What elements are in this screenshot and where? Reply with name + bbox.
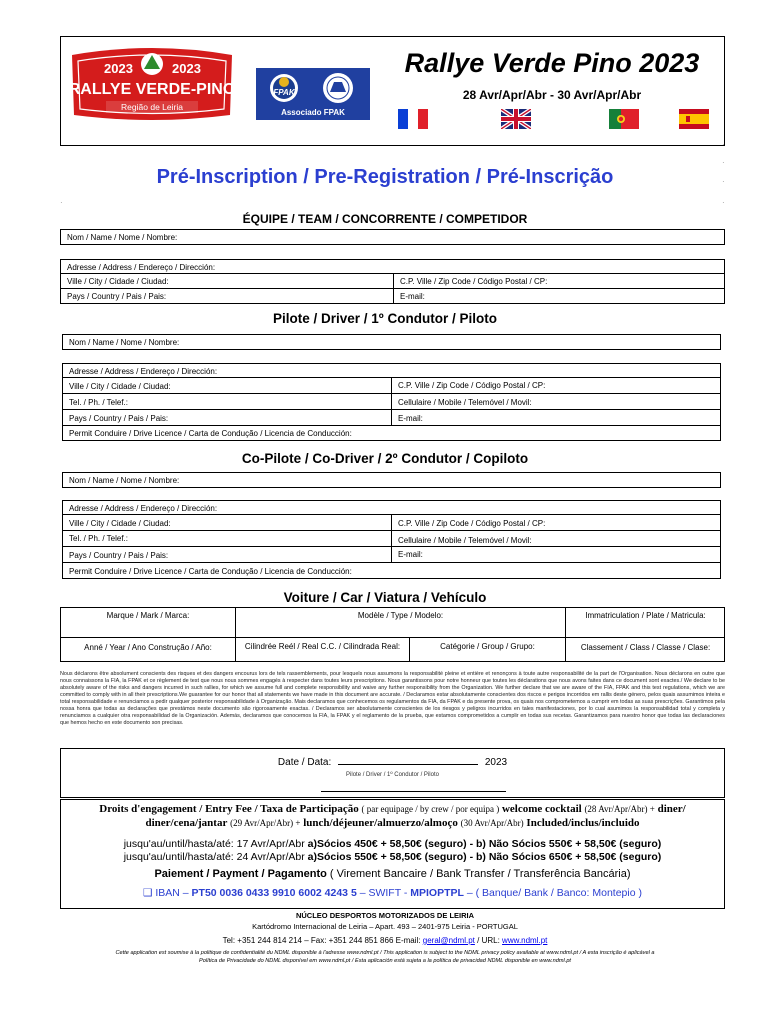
driver-zip-field[interactable]: C.P. Ville / Zip Code / Código Postal / CP:: [398, 381, 546, 390]
iban-line: ❑ IBAN – PT50 0036 0433 9910 6002 4243 5 – SWIFT - MPIOPTPL – ( Banque/ Bank / Banco: Montepio ): [143, 887, 642, 899]
logo-year-left: 2023: [104, 61, 133, 76]
team-city-field[interactable]: Ville / City / Cidade / Ciudad:: [61, 274, 394, 288]
fpak-logo: [256, 68, 370, 120]
codriver-address-field[interactable]: Adresse / Address / Endereço / Dirección:: [62, 500, 721, 515]
pre-registration-title: Pré-Inscription / Pre-Registration / Pré-Inscrição: [156, 166, 614, 188]
team-country-field[interactable]: Pays / Country / Pais / Pais:: [61, 289, 394, 303]
iban-value[interactable]: PT50 0036 0433 9910 6002 4243 5: [191, 887, 357, 899]
france-flag-icon[interactable]: [398, 109, 428, 129]
codriver-section-title: Co-Pilote / Co-Driver / 2º Condutor / Copiloto: [241, 451, 529, 466]
footer-contact: Tel: +351 244 814 214 – Fax: +351 244 851 866 E-mail: geral@ndml.pt / URL: www.ndml.pt: [222, 936, 548, 945]
rally-title: Rallye Verde Pino 2023: [404, 48, 700, 78]
signature-caption: Pilote / Driver / 1º Condutor / Piloto: [346, 772, 439, 778]
driver-country-row: [62, 409, 721, 426]
footer-address: Kartódromo Internacional de Leiria – Apart. 493 – 2401-975 Leiria - PORTUGAL: [252, 922, 518, 931]
car-plate-field[interactable]: Immatriculation / Plate / Matricula:: [585, 611, 706, 620]
codriver-licence-field[interactable]: Permit Conduire / Drive Licence / Carta de Condução / Licencia de Conducción:: [62, 562, 721, 579]
driver-city-row: [62, 377, 721, 394]
team-zip-field[interactable]: C.P. Ville / Zip Code / Código Postal / CP:: [400, 277, 548, 286]
car-year-field[interactable]: Anné / Year / Ano Construção / Año:: [61, 637, 236, 662]
codriver-city-field[interactable]: Ville / City / Cidade / Ciudad:: [63, 515, 392, 530]
driver-mobile-field[interactable]: Cellulaire / Mobile / Telemóvel / Movil:: [398, 398, 532, 407]
fees-line-2: diner/cena/jantar (29 Avr/Apr/Abr) + lunch/déjeuner/almuerzo/almoço (30 Avr/Apr/Abr) Included/inclus/incluido: [145, 817, 640, 829]
team-email-field[interactable]: E-mail:: [400, 292, 425, 301]
spain-flag-icon[interactable]: [679, 109, 709, 129]
fees-box: [60, 799, 725, 909]
team-section-title: ÉQUIPE / TEAM / CONCORRENTE / COMPETIDOR: [242, 212, 528, 226]
logo-region: Região de Leiria: [121, 102, 183, 112]
website-link[interactable]: www.ndml.pt: [502, 936, 548, 945]
driver-address-field[interactable]: Adresse / Address / Endereço / Dirección:: [62, 363, 721, 378]
codriver-zip-field[interactable]: C.P. Ville / Zip Code / Código Postal / CP:: [398, 519, 546, 528]
fpak-caption: Associado FPAK: [281, 108, 345, 117]
logo-name: RALLYE VERDE-PINO: [68, 81, 236, 98]
date-line[interactable]: [61, 757, 724, 768]
margin-dot: ·: [722, 177, 725, 186]
driver-email-field[interactable]: E-mail:: [398, 414, 423, 423]
car-make-field[interactable]: Marque / Mark / Marca:: [61, 608, 236, 638]
team-address-field[interactable]: Adresse / Address / Endereço / Dirección:: [60, 259, 725, 274]
privacy-notice: Cette application est soumise à la politique de confidentialité du NDML disponible à l'adresse www.ndml.pt / This application is subject to the NDML privacy policy available at www.ndml.pt / A esta inscrição é aplicável a Política de Privacidade do NDML disponível em www.ndml.pt / Esta aplicación está sujeta a la política de privacidad NDML disponible en www.ndml.pt: [115, 950, 655, 964]
logo-year-right: 2023: [172, 61, 201, 76]
codriver-tel-row: [62, 530, 721, 547]
margin-dot: ·: [722, 140, 725, 149]
team-country-row: [60, 288, 725, 304]
codriver-country-field[interactable]: Pays / Country / Pais / Pais:: [63, 547, 392, 562]
date-input[interactable]: [338, 764, 478, 765]
signature-line[interactable]: [321, 791, 506, 792]
car-section-title: Voiture / Car / Viatura / Vehículo: [283, 590, 487, 605]
rallye-verde-pino-logo: [66, 45, 238, 123]
payment-title: Paiement / Payment / Pagamento ( Virement Bancaire / Bank Transfer / Transferência Bancária): [154, 868, 631, 880]
car-category-field[interactable]: Catégorie / Group / Grupo:: [410, 637, 566, 662]
codriver-tel-field[interactable]: Tel. / Ph. / Telef.:: [63, 531, 392, 546]
date-year: 2023: [484, 757, 508, 768]
liability-disclaimer: Nous déclarons être absolument conscients des risques et des dangers encourus lors de tels rassemblements, pour lesquels nous assumons la responsabilité pleine et entière et renonçons à toute autre responsabilité de la part de l'Organisation. Nous déclarons en outre que nous connaissons la FIA, la FPAK et ce règlement de test que nous nous sommes engagés à respecter dans toutes leurs prescriptions. Nous garantissons pour notre honneur que toutes les déclarations que nous avons faites dans ce document sont exactes./ We declare to be absolutely aware of the risks and dangers incurred in such rallies, for which we assume full and complete responsibility and waive any further responsibility from the Organization. We further declare that we are aware of the FIA, FPAK and this test regulations, which we are committed to comply with in all their prescriptions.We guarantee for our honor that all statements we have made in this document are accurate. / Declaramos estar absolutamente conscientes dos riscos e perigos incorridos em rallis deste género, pelos quais assumimos inteira e total responsabilidade e renunciamos a pedir qualquer posterior responsabilidade à Organização. Mais declaramos que conhecemos os regulamentos da FIA, da FPAK e da presente prova, os quais nos comprometemos a cumprir em todas as suas prescrições. Garantimos pela nossa honra que todas as declarações que prestámos neste documento são rigorosamente exactas. / Declaramos ser absolutamente conscientes de los riesgos y peligros incurridos en tales manifestaciones, por lo cual asumimos la responsabilidad total y completa y renunciamos a cualquier otra responsabilidad de la Organización. Además, declaramos que conocemos la FIA, la FPAK y el reglamento de la prueba, que estamos comprometidos a cumplir en todas sus recetas. Garantizamos para nuestro honor que todas las declaraciones que hemos hecho en este documento son precisas.: [60, 671, 725, 726]
language-flags: [398, 109, 698, 129]
codriver-country-row: [62, 546, 721, 563]
fees-line-1: Droits d'engagement / Entry Fee / Taxa de Participação ( par equipage / by crew / por equipa ) welcome cocktail (28 Avr/Apr/Abr) + diner/: [99, 803, 686, 815]
margin-dot: ·: [722, 158, 725, 167]
price-line-late: jusqu'au/until/hasta/até: 24 Avr/Apr/Abr a)Sócios 550€ + 58,50€ (seguro) - b) Não Sócios 650€ + 58,50€ (seguro): [123, 851, 662, 863]
uk-flag-icon[interactable]: [501, 109, 531, 129]
driver-licence-field[interactable]: Permit Conduire / Drive Licence / Carta de Condução / Licencia de Conducción:: [62, 425, 721, 441]
swift-value[interactable]: MPIOPTPL: [410, 887, 464, 899]
driver-tel-field[interactable]: Tel. / Ph. / Telef.:: [63, 394, 392, 409]
footer-org: NÚCLEO DESPORTOS MOTORIZADOS DE LEIRIA: [295, 911, 475, 920]
driver-section-title: Pilote / Driver / 1º Condutor / Piloto: [273, 311, 497, 326]
car-table: [60, 607, 725, 662]
checkbox-bullet-icon: ❑: [143, 887, 153, 899]
driver-tel-row: [62, 393, 721, 410]
date-label: Date / Data:: [277, 757, 332, 768]
signature-block: [60, 748, 725, 798]
email-link[interactable]: geral@ndml.pt: [422, 936, 475, 945]
driver-city-field[interactable]: Ville / City / Cidade / Ciudad:: [63, 378, 392, 393]
codriver-email-field[interactable]: E-mail:: [398, 550, 423, 559]
portugal-flag-icon[interactable]: [609, 109, 639, 129]
margin-dot: ·: [722, 198, 725, 207]
team-name-field[interactable]: Nom / Name / Nome / Nombre:: [60, 229, 725, 245]
driver-name-field[interactable]: Nom / Name / Nome / Nombre:: [62, 334, 721, 350]
car-class-field[interactable]: Classement / Class / Classe / Clase:: [566, 637, 725, 662]
price-line-early: jusqu'au/until/hasta/até: 17 Avr/Apr/Abr a)Sócios 450€ + 58,50€ (seguro) - b) Não Sócios 550€ + 58,50€ (seguro): [123, 838, 662, 850]
team-city-row: [60, 273, 725, 289]
margin-dot: ·: [60, 198, 63, 207]
codriver-city-row: [62, 514, 721, 531]
codriver-mobile-field[interactable]: Cellulaire / Mobile / Telemóvel / Movil:: [398, 536, 532, 545]
rally-dates: 28 Avr/Apr/Abr - 30 Avr/Apr/Abr: [462, 88, 642, 102]
car-cc-field[interactable]: Cilindrée Reél / Real C.C. / Cilindrada Real:: [236, 637, 410, 662]
codriver-name-field[interactable]: Nom / Name / Nome / Nombre:: [62, 472, 721, 488]
driver-country-field[interactable]: Pays / Country / Pais / Pais:: [63, 410, 392, 425]
fpak-logo-text: FPAK: [273, 88, 295, 97]
car-model-field[interactable]: Modèle / Type / Modelo:: [236, 608, 566, 638]
